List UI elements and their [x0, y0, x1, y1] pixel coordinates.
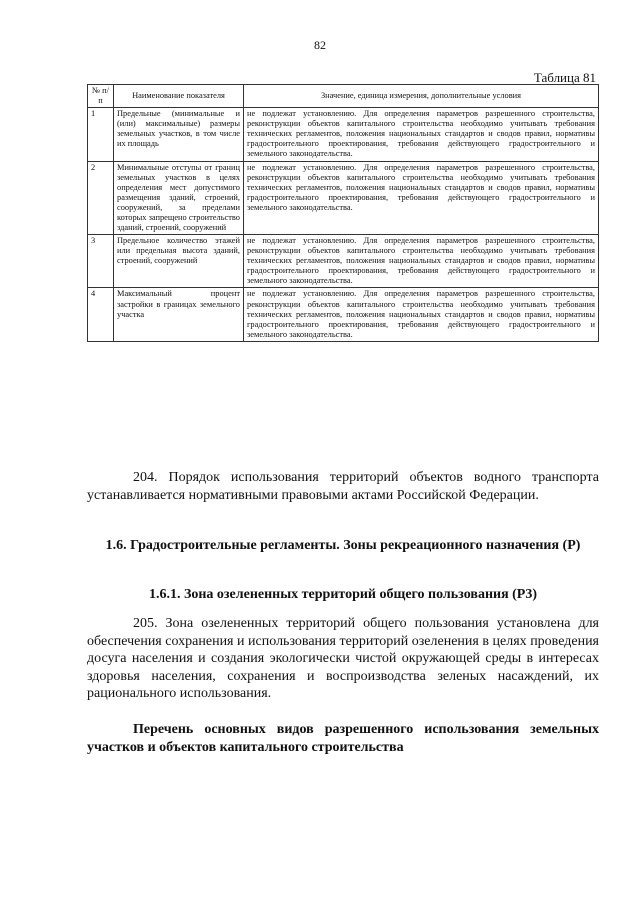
row-num: 1 [88, 108, 114, 161]
row-name: Минимальные отступы от границ земельных участков в целях определения мест допустимого размещения зданий, строений, сооружений, за пределами которых запрещено строительство зданий, строений, сооружений [114, 161, 244, 235]
row-num: 3 [88, 235, 114, 288]
row-name: Максимальный процент застройки в границах земельного участка [114, 288, 244, 341]
row-value: не подлежат установлению. Для определения параметров разрешенного строительства, реконструкции объектов капитального строительства необходимо учитывать требования технических регламентов, положения национальных стандартов и сводов правил, нормативы градостроительного проектирования, требования действующего градостроительного и земельного законодательства. [244, 108, 599, 161]
row-value: не подлежат установлению. Для определения параметров разрешенного строительства, реконструкции объектов капитального строительства необходимо учитывать требования технических регламентов, положения национальных стандартов и сводов правил, нормативы градостроительного проектирования, требования действующего градостроительного и земельного законодательства. [244, 288, 599, 341]
paragraph-204: 204. Порядок использования территорий объектов водного транспорта устанавливается нормативными правовыми актами Российской Федерации. [87, 470, 599, 503]
header-num: № п/п [88, 85, 114, 108]
row-num: 2 [88, 161, 114, 235]
section-heading: 1.6. Градостроительные регламенты. Зоны рекреационного назначения (Р) [105, 538, 581, 553]
row-value: не подлежат установлению. Для определения параметров разрешенного строительства, реконструкции объектов капитального строительства необходимо учитывать требования технических регламентов, положения национальных стандартов и сводов правил, нормативы градостроительного проектирования, требования действующего градостроительного и земельного законодательства. [244, 161, 599, 235]
table-row [88, 161, 599, 235]
row-value: не подлежат установлению. Для определения параметров разрешенного строительства, реконструкции объектов капитального строительства необходимо учитывать требования технических регламентов, положения национальных стандартов и сводов правил, нормативы градостроительного проектирования, требования действующего градостроительного и земельного законодательства. [244, 235, 599, 288]
table-row [88, 235, 599, 288]
row-name: Предельные (минимальные и (или) максимальные) размеры земельных участков, в том числе их площадь [114, 108, 244, 161]
header-value: Значение, единица измерения, дополнительные условия [244, 85, 599, 108]
table-row [88, 108, 599, 161]
row-name: Предельное количество этажей или предельная высота зданий, строений, сооружений [114, 235, 244, 288]
table-caption: Таблица 81 [533, 70, 596, 85]
page-number: 82 [314, 38, 326, 52]
paragraph-205: 205. Зона озелененных территорий общего пользования установлена для обеспечения сохранения и использования территорий озеленения в целях проведения досуга населения и создания экологически чистой окружающей среды в интересах здоровья населения, сохранения и воспроизводства зеленых насаждений, их рационального использования. [87, 616, 599, 701]
table-row [88, 288, 599, 341]
subsection-heading: 1.6.1. Зона озелененных территорий общего пользования (Р3) [148, 587, 538, 602]
table-header-row [88, 85, 599, 108]
parameters-table [87, 84, 599, 342]
header-name: Наименование показателя [114, 85, 244, 108]
row-num: 4 [88, 288, 114, 341]
list-heading: Перечень основных видов разрешенного использования земельных участков и объектов капитального строительства [87, 722, 599, 755]
